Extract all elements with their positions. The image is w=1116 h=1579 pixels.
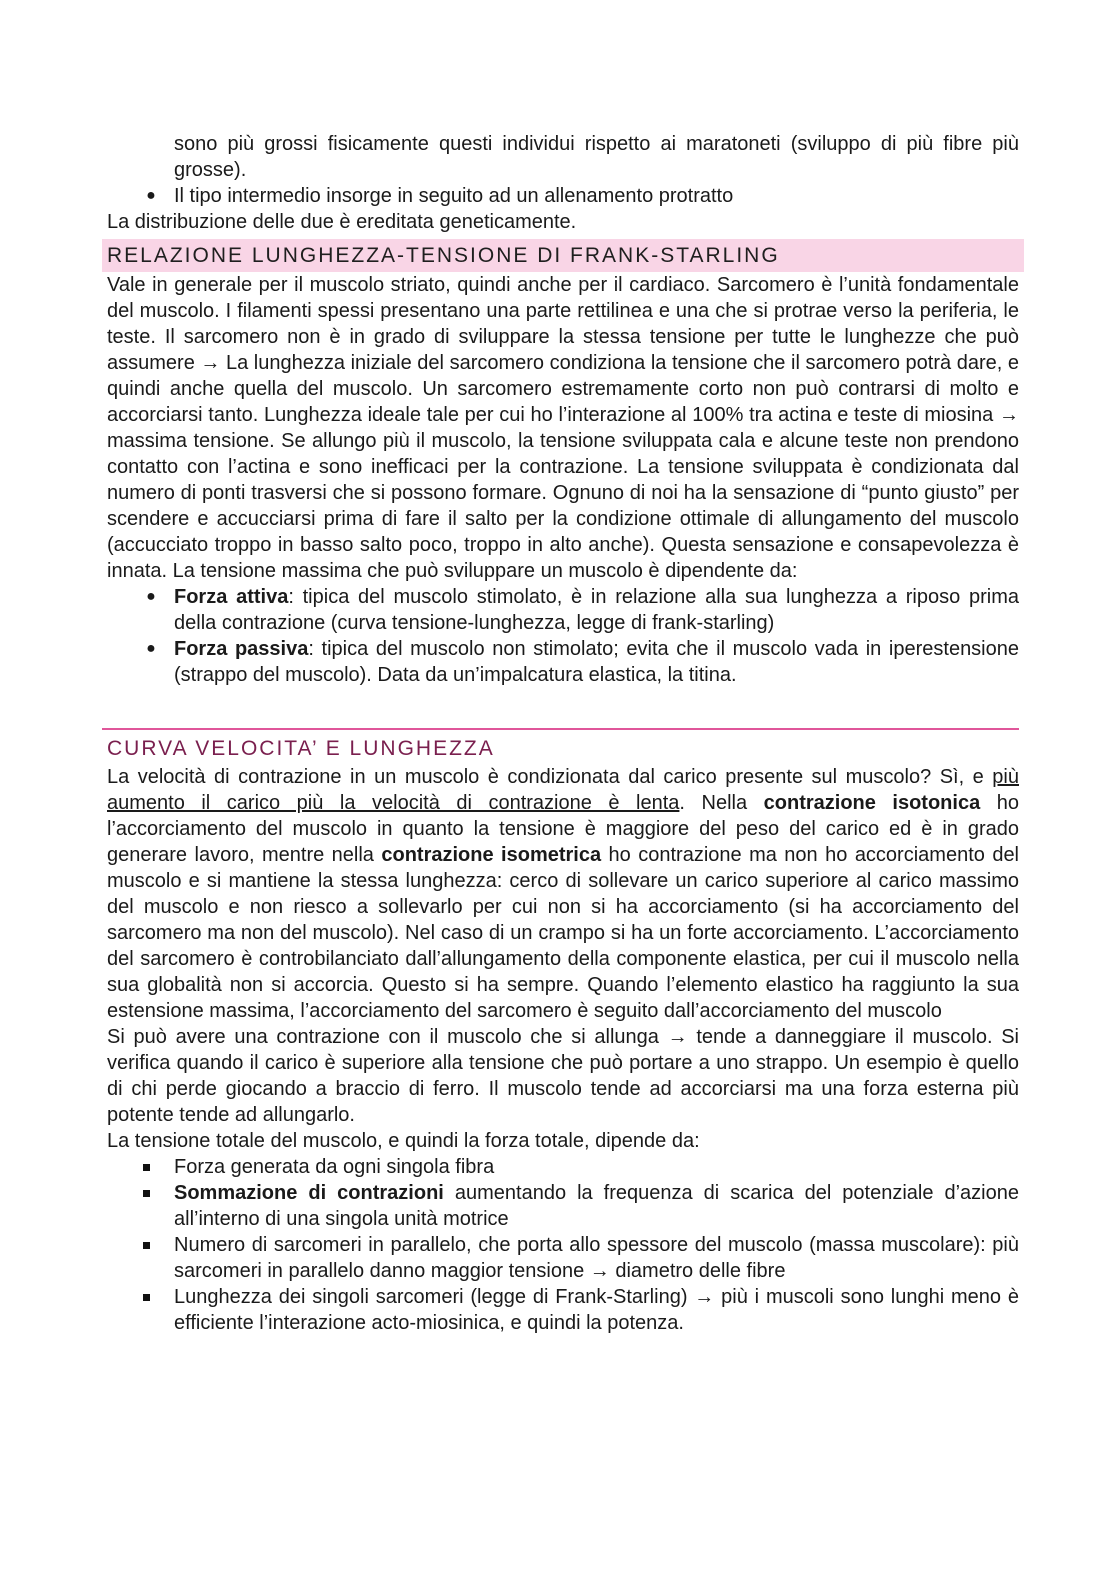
list-item — [107, 1154, 1019, 1180]
list-item — [107, 636, 1019, 688]
text-run: ho contrazione ma non ho accorciamento del muscolo e si mantiene la stessa lunghezza: cerco di sollevare un carico superiore al carico massimo del muscolo e non riesco a sollevarlo per cui non si ha accorciamento (si ha accorciamento del sarcomero ma non del muscolo). Nel caso di un crampo si ha un forte accorciamento. L’accorciamento del sarcomero è controbilanciato dall’allungamento della componente elastica, per cui il muscolo nella sua globalità non si accorcia. Questo si ha sempre. Quando l’elemento elastico ha raggiunto la sua estensione massima, l’accorciamento del sarcomero è seguito dall’accorciamento del muscolo — [107, 844, 1020, 1022]
intro-closing: La distribuzione delle due è ereditata geneticamente. — [107, 211, 577, 233]
section2-paragraph-3: La tensione totale del muscolo, e quindi la forza totale, dipende da: — [107, 1130, 700, 1152]
intro-list — [107, 131, 1019, 209]
section2-paragraph-2: Si può avere una contrazione con il muscolo che si allunga → tende a danneggiare il muscolo. Si verifica quando il carico è superiore alla tensione che può portare a uno strappo. Un esempio è quello di chi perde giocando a braccio di ferro. Il muscolo tende ad accorciarsi ma una forza esterna più potente tende ad allungarlo. — [107, 1026, 1019, 1126]
term-bold: Forza passiva — [174, 638, 309, 660]
list-item-text: Forza generata da ogni singola fibra — [174, 1156, 495, 1178]
square-bullet-icon — [143, 1164, 150, 1171]
document-page — [107, 131, 1019, 1336]
list-item-text: aumentando la frequenza di scarica del potenziale d’azione all’interno di una singola unità motrice — [174, 1182, 1019, 1230]
section1-paragraph: Vale in generale per il muscolo striato, quindi anche per il cardiaco. Sarcomero è l’unità fondamentale del muscolo. I filamenti spessi presentano una parte rettilinea e una che si protrae verso la periferia, le teste. Il sarcomero non è in grado di sviluppare la stessa tensione per tutte le lunghezze che può assumere → La lunghezza iniziale del sarcomero condiziona la tensione che il sarcomero potrà dare, e quindi anche quella del muscolo. Un sarcomero estremamente corto non può contrarsi di molto e accorciarsi tanto. Lunghezza ideale tale per cui ho l’interazione al 100% tra actina e teste di miosina → massima tensione. Se allungo più il muscolo, la tensione sviluppata cala e alcune teste non prendono contatto con l’actina e sono inefficaci per la contrazione. La tensione sviluppata è condizionata dal numero di ponti trasversi che si possono formare. Ognuno di noi ha la sensazione di “punto giusto” per scendere e accucciarsi prima di fare il salto per la condizione ottimale di allungamento del muscolo (accucciato troppo in basso salto poco, troppo in alto anche). Questa sensazione e consapevolezza è innata. La tensione massima che può sviluppare un muscolo è dipendente da: — [107, 274, 1019, 582]
term-bold: contrazione isotonica — [763, 792, 981, 814]
list-item-text: Numero di sarcomeri in parallelo, che porta allo spessore del muscolo (massa muscolare): più sarcomeri in parallelo danno maggior tensione → diametro delle fibre — [174, 1234, 1019, 1282]
section-heading-frank-starling: RELAZIONE LUNGHEZZA-TENSIONE DI FRANK-STARLING — [102, 239, 1024, 272]
section2-list — [107, 1154, 1019, 1336]
list-item-text: Il tipo intermedio insorge in seguito ad un allenamento protratto — [174, 185, 734, 207]
list-item — [107, 1232, 1019, 1284]
square-bullet-icon — [143, 1190, 150, 1197]
term-bold: contrazione isometrica — [381, 844, 602, 866]
intro-continued-bullet: sono più grossi fisicamente questi individui rispetto ai maratoneti (sviluppo di più fibre più grosse). — [174, 133, 1019, 181]
term-bold: Sommazione di contrazioni — [174, 1182, 444, 1204]
list-item — [107, 183, 1019, 209]
bullet-icon: ● — [146, 588, 156, 605]
square-bullet-icon — [143, 1242, 150, 1249]
list-item — [107, 1180, 1019, 1232]
list-item-text: : tipica del muscolo stimolato, è in relazione alla sua lunghezza a riposo prima della contrazione (curva tensione-lunghezza, legge di frank-starling) — [174, 586, 1019, 634]
list-item-text: Lunghezza dei singoli sarcomeri (legge di Frank-Starling) → più i muscoli sono lunghi meno è efficiente l’interazione acto-miosinica, e quindi la potenza. — [174, 1286, 1019, 1334]
list-item-text: : tipica del muscolo non stimolato; evita che il muscolo vada in iperestensione (strappo del muscolo). Data da un’impalcatura elastica, la titina. — [174, 638, 1019, 686]
bullet-icon: ● — [146, 640, 156, 657]
section1-list — [107, 584, 1019, 688]
text-run: ho l’accorciamento del muscolo in quanto la tensione è maggiore del peso del carico ed è in grado generare lavoro, mentre nella — [107, 792, 1020, 866]
list-item — [107, 1284, 1019, 1336]
section-divider — [102, 728, 1019, 730]
section2-paragraph-1 — [107, 764, 1019, 1024]
square-bullet-icon — [143, 1294, 150, 1301]
term-bold: Forza attiva — [174, 586, 289, 608]
bullet-icon: ● — [146, 187, 156, 204]
section-heading-curva-velocita: CURVA VELOCITA’ E LUNGHEZZA — [107, 737, 495, 760]
text-run: . Nella — [679, 792, 764, 814]
list-item — [107, 584, 1019, 636]
underlined-text: più aumento il carico più la velocità di contrazione è lenta — [107, 766, 1019, 814]
text-run: La velocità di contrazione in un muscolo è condizionata dal carico presente sul muscolo? Sì, e — [107, 766, 993, 788]
